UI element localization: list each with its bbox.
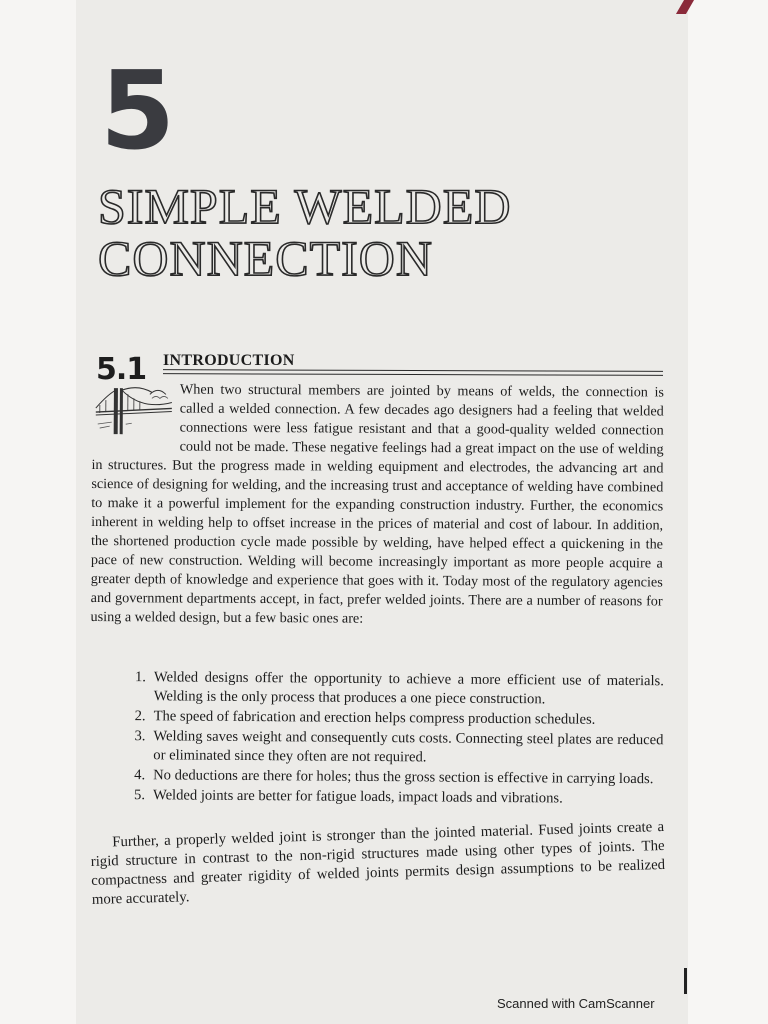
- list-item-number: 3.: [134, 728, 146, 745]
- list-item-number: 2.: [134, 708, 146, 725]
- list-item-number: 1.: [134, 669, 146, 686]
- section-title: INTRODUCTION: [163, 352, 295, 369]
- scan-background-left: [0, 0, 76, 1024]
- section-number: 5.1: [96, 352, 147, 387]
- closing-paragraph-text: Further, a properly welded joint is stronger than the jointed material. Fused joints create a rigid structure in contrast to the non-rigid structures made using other types of joints. The compactness and greater rigidity of welded joints permits design assumptions to be realized more accurately.: [90, 818, 666, 908]
- list-item-text: The speed of fabrication and erection helps compress production schedules.: [153, 708, 596, 728]
- list-item: [117, 786, 663, 809]
- bridge-illustration-icon: [92, 380, 180, 441]
- scanner-watermark: Scanned with CamScanner: [497, 996, 655, 1011]
- list-item-text: Welding saves weight and consequently cuts costs. Connecting steel plates are reduced or eliminated since they often are not required.: [153, 728, 664, 766]
- scan-background-right: [688, 0, 768, 1024]
- list-item-number: 4.: [134, 767, 146, 784]
- list-item: [117, 727, 663, 769]
- list-item-text: No deductions are there for holes; thus the gross section is effective in carrying loads.: [153, 767, 654, 788]
- page-edge-mark: [684, 968, 687, 994]
- list-item-text: Welded joints are better for fatigue loads, impact loads and vibrations.: [152, 787, 563, 807]
- chapter-title-line2: CONNECTION: [98, 230, 433, 286]
- chapter-title: [98, 180, 658, 284]
- chapter-title-line1: SIMPLE WELDED: [98, 178, 512, 234]
- reasons-list: [117, 668, 664, 810]
- list-item: [118, 668, 664, 710]
- closing-paragraph: [90, 818, 666, 910]
- chapter-number: 5: [100, 49, 174, 174]
- list-item-text: Welded designs offer the opportunity to achieve a more efficient use of materials. Welding is the only process that produces a one piece construction.: [153, 669, 664, 708]
- intro-paragraph: [90, 380, 663, 630]
- list-item-number: 5.: [133, 787, 146, 804]
- intro-paragraph-text: When two structural members are jointed by means of welds, the connection is called a welded connection. A few decades ago designers had a feeling that welded connections were less fatigue resistant and that a good-quality welded connection could not be made. These negative feelings had a great impact on the use of welding in structures. But the progress made in welding equipment and electrodes, the advancing art and science of designing for welding, and the increasing trust and acceptance of welding have combined to make it a powerful implement for the expanding construction industry. Further, the economics inherent in welding help to offset increase in the prices of material and cost of labour. In addition, the shortened production cycle made possible by welding, have helped effect a quickening in the pace of new construction. Welding will become increasingly important as more people acquire a greater depth of knowledge and experience that goes with it. Today most of the regulatory agencies and government departments accept, in fact, prefer welded joints. There are a number of reasons for using a welded design, but a few basic ones are:: [90, 381, 664, 627]
